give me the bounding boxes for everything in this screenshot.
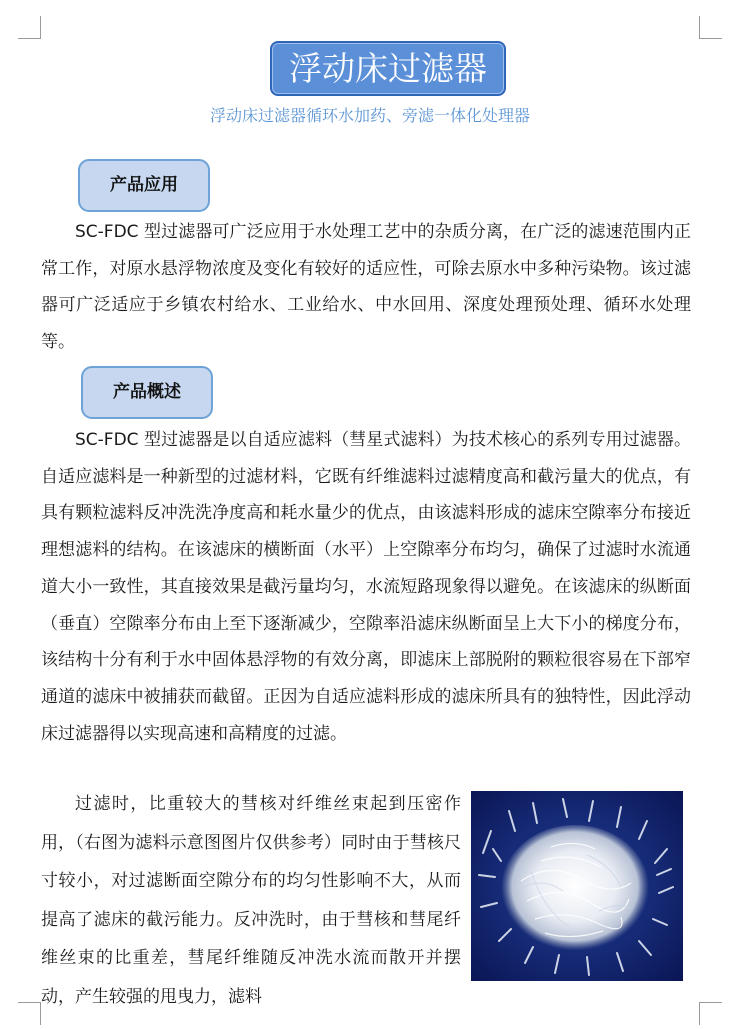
crop-mark-bottom-right — [699, 1002, 722, 1025]
filter-media-photo — [471, 791, 683, 981]
crop-mark-top-left — [18, 16, 41, 39]
crop-mark-bottom-left — [18, 1002, 41, 1025]
page-subtitle: 浮动床过滤器循环水加药、旁滤一体化处理器 — [209, 106, 530, 125]
paragraph-application: SC-FDC 型过滤器可广泛应用于水处理工艺中的杂质分离，在广泛的滤速范围内正常工作，对原水悬浮物浓度及变化有较好的适应性，可除去原水中多种污染物。该过滤器可广泛适应于乡镇农村给水、工业给水、中水回用、深度处理预处理、循环水处理等。 — [41, 222, 691, 353]
section-heading-overview: 产品概述 — [81, 366, 213, 419]
filter-media-image — [471, 791, 683, 981]
paragraph-filtration: 过滤时，比重较大的彗核对纤维丝束起到压密作用，（右图为滤料示意图图片仅供参考）同时由于彗核尺寸较小，对过滤断面空隙分布的均匀性影响不大，从而提高了滤床的截污能力。反冲洗时，由于彗核和彗尾纤维丝束的比重差，彗尾纤维随反冲洗水流而散开并摆动，产生较强的甩曳力，滤料 — [41, 794, 461, 1007]
section-heading-application: 产品应用 — [78, 159, 210, 212]
page-title: 浮动床过滤器 — [270, 41, 506, 96]
paragraph-overview: SC-FDC 型过滤器是以自适应滤料（彗星式滤料）为技术核心的系列专用过滤器。自适应滤料是一种新型的过滤材料，它既有纤维滤料过滤精度高和截污量大的优点，有具有颗粒滤料反冲洗洗净度高和耗水量少的优点，由该滤料形成的滤床空隙率分布接近理想滤料的结构。在该滤床的横断面（水平）上空隙率分布均匀，确保了过滤时水流通道大小一致性，其直接效果是截污量均匀，水流短路现象得以避免。在该滤床的纵断面（垂直）空隙率分布由上至下逐渐减少，空隙率沿滤床纵断面呈上大下小的梯度分布，该结构十分有利于水中固体悬浮物的有效分离，即滤床上部脱附的颗粒很容易在下部窄通道的滤床中被捕获而截留。正因为自适应滤料形成的滤床所具有的独特性，因此浮动床过滤器得以实现高速和高精度的过滤。 — [41, 430, 691, 744]
crop-mark-top-right — [699, 16, 722, 39]
